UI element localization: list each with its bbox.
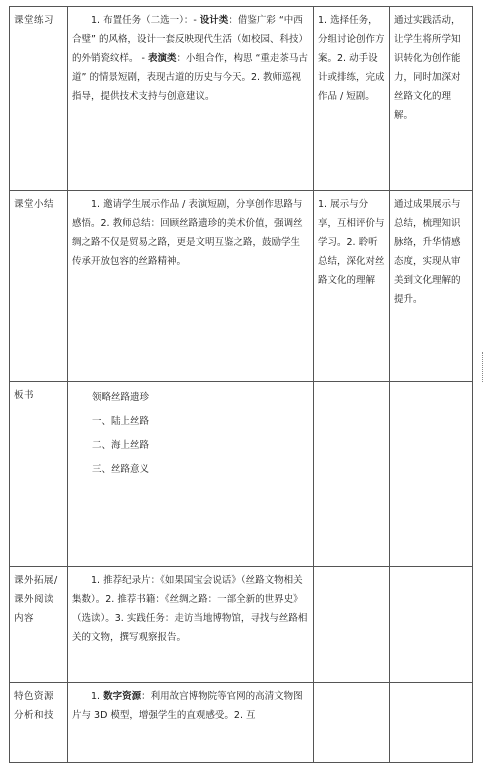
design-intent-cell	[390, 382, 473, 567]
table-row	[10, 683, 473, 763]
student-activity-cell	[314, 382, 390, 567]
rich-text	[72, 687, 309, 725]
text-run: 1.	[91, 691, 104, 702]
student-activity-cell: 1. 选择任务，分组讨论创作方案。2. 动手设计或排练，完成作品 / 短剧。	[314, 7, 390, 191]
rich-text	[72, 195, 309, 271]
blackboard-plan-cell	[68, 382, 314, 567]
teacher-activity-cell	[68, 683, 314, 763]
row-label: 板书	[10, 382, 68, 567]
bold-text: 表演类	[147, 53, 177, 64]
table-row	[10, 7, 473, 191]
table-row	[10, 191, 473, 382]
rich-text	[72, 571, 309, 647]
table-row	[10, 382, 473, 567]
row-label: 课外拓展/课外阅读内容	[10, 567, 68, 683]
design-intent-cell	[390, 567, 473, 683]
row-label: 课堂小结	[10, 191, 68, 382]
text-run: 1. 邀请学生展示作品 / 表演短剧，分享创作思路与感悟。2. 教师总结：回顾丝路遗珍的美术价值，强调丝绸之路不仅是贸易之路，更是文明互鉴之路，鼓励学生传承开放包容的丝路精神。	[72, 199, 303, 267]
design-intent-cell: 通过成果展示与总结，梳理知识脉络，升华情感态度，实现从审美到文化理解的提升。	[390, 191, 473, 382]
rich-text	[72, 11, 309, 106]
page-edge-marker	[482, 352, 489, 382]
bold-text: 设计类	[199, 15, 229, 26]
blackboard-plan	[72, 386, 309, 482]
text-run: ：利用故宫博物院等官网的高清文物图片与 3D 模型，增强学生的直观感受。2. 互	[72, 691, 303, 721]
table-row	[10, 567, 473, 683]
text-run: ：小组合作，构思 “重走茶马古道” 的情景短剧，表现古道的历史与今天。2. 教师巡视指导，提供技术支持与创意建议。	[72, 53, 308, 102]
student-activity-cell	[314, 567, 390, 683]
teacher-activity-cell	[68, 7, 314, 191]
lesson-plan-table	[9, 6, 473, 763]
design-intent-cell	[390, 683, 473, 763]
plan-title: 领略丝路遗珍	[92, 392, 150, 403]
teacher-activity-cell	[68, 191, 314, 382]
row-label: 课堂练习	[10, 7, 68, 191]
student-activity-cell: 1. 展示与分享，互相评价与学习。2. 聆听总结，深化对丝路文化的理解	[314, 191, 390, 382]
text-run: 1. 布置任务（二选一）：-	[91, 15, 200, 26]
row-label: 特色资源分析和技	[10, 683, 68, 763]
plan-item: 三、丝路意义	[92, 464, 150, 475]
plan-item: 二、海上丝路	[92, 440, 150, 451]
bold-text: 数字资源	[103, 691, 142, 702]
design-intent-cell: 通过实践活动，让学生将所学知识转化为创作能力，同时加深对丝路文化的理解。	[390, 7, 473, 191]
plan-item: 一、陆上丝路	[92, 416, 150, 427]
text-run: 1. 推荐纪录片：《如果国宝会说话》（丝路文物相关集数）。2. 推荐书籍：《丝绸之路：一部全新的世界史》（选读）。3. 实践任务：走访当地博物馆，寻找与丝路相关的文物，撰写观察报告。	[72, 575, 308, 643]
text-run: ：借鉴广彩 “中西合璧” 的风格，设计一套反映现代生活（如校园、科技）的外销瓷纹样。 -	[72, 15, 308, 64]
student-activity-cell	[314, 683, 390, 763]
teacher-activity-cell	[68, 567, 314, 683]
